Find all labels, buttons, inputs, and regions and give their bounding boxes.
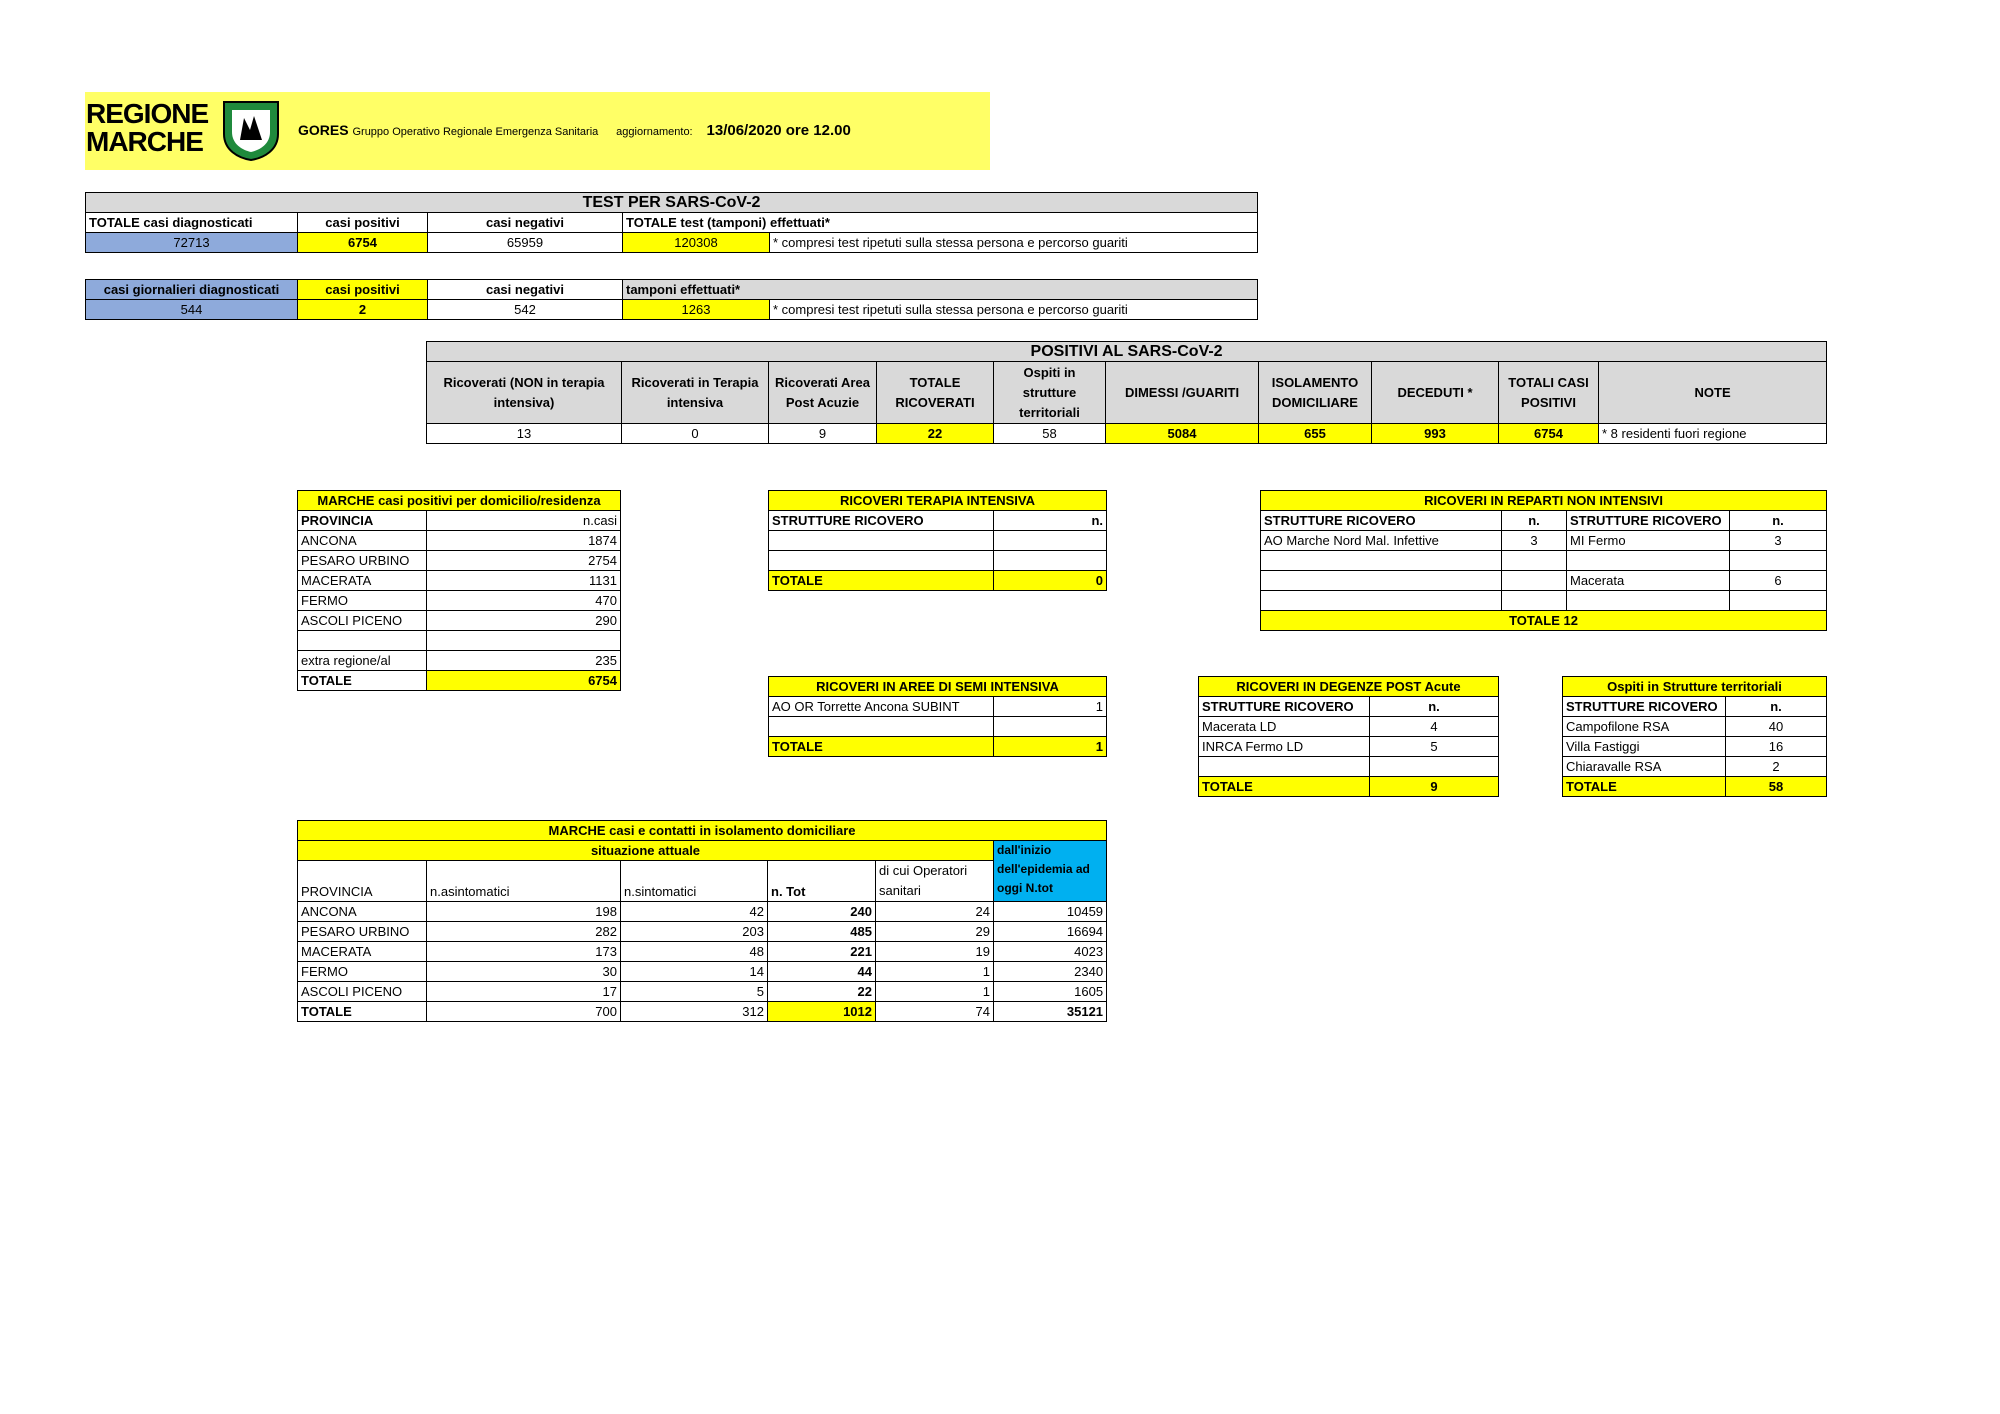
territoriali-col-n: n. — [1726, 697, 1827, 717]
isolamento-sint: 42 — [621, 902, 768, 922]
positivi-h-deceduti: DECEDUTI * — [1372, 362, 1499, 424]
territoriali-n: 2 — [1726, 757, 1827, 777]
test-note: * compresi test ripetuti sulla stessa persona e percorso guariti — [770, 233, 1258, 253]
provincia-value: 2754 — [427, 551, 621, 571]
domicilio-col-ncasi: n.casi — [427, 511, 621, 531]
table-row — [298, 531, 621, 551]
empty-cell — [1261, 591, 1502, 611]
isolamento-tot: 22 — [768, 982, 876, 1002]
positivi-v-totali: 6754 — [1499, 424, 1599, 444]
test-col-total: TOTALE casi diagnosticati — [86, 213, 298, 233]
provincia-value: 1874 — [427, 531, 621, 551]
table-row — [298, 942, 1107, 962]
empty-cell — [1199, 757, 1370, 777]
empty-cell — [1567, 551, 1730, 571]
domicilio-title: MARCHE casi positivi per domicilio/residenza — [298, 491, 621, 511]
positivi-v-ospiti: 58 — [994, 424, 1106, 444]
positivi-h-ricoverati: Ricoverati (NON in terapia intensiva) — [427, 362, 622, 424]
positivi-h-post-acuzie: Ricoverati Area Post Acuzie — [769, 362, 877, 424]
empty-cell — [994, 717, 1107, 737]
non-intensivi-title: RICOVERI IN REPARTI NON INTENSIVI — [1261, 491, 1827, 511]
post-acute-struttura: Macerata LD — [1199, 717, 1370, 737]
table-row — [298, 982, 1107, 1002]
non-intensivi-col-strutture-2: STRUTTURE RICOVERO — [1567, 511, 1730, 531]
table-row — [298, 591, 621, 611]
daily-col-total: casi giornalieri diagnosticati — [86, 280, 298, 300]
isolamento-since: 10459 — [994, 902, 1107, 922]
positivi-v-ti: 0 — [622, 424, 769, 444]
isolamento-since: 1605 — [994, 982, 1107, 1002]
table-row — [298, 571, 621, 591]
positivi-h-note: NOTE — [1599, 362, 1827, 424]
isolamento-total-asint: 700 — [427, 1002, 621, 1022]
empty-cell — [1261, 551, 1502, 571]
empty-cell — [1567, 591, 1730, 611]
daily-note: * compresi test ripetuti sulla stessa persona e percorso guariti — [770, 300, 1258, 320]
terapia-total-label: TOTALE — [769, 571, 994, 591]
isolamento-oper: 19 — [876, 942, 994, 962]
logo-line-1: REGIONE — [86, 98, 209, 129]
post-acute-total-value: 9 — [1370, 777, 1499, 797]
isolamento-tot: 221 — [768, 942, 876, 962]
empty-cell — [1502, 551, 1567, 571]
positivi-v-deceduti: 993 — [1372, 424, 1499, 444]
post-acute-col-n: n. — [1370, 697, 1499, 717]
territoriali-table — [1562, 676, 1827, 797]
positivi-title: POSITIVI AL SARS-CoV-2 — [427, 342, 1827, 362]
table-row-total — [298, 1002, 1107, 1022]
isolamento-provincia: ASCOLI PICENO — [298, 982, 427, 1002]
test-col-negativi: casi negativi — [428, 213, 623, 233]
positivi-table — [426, 341, 1827, 444]
non-intensivi-n: 3 — [1502, 531, 1567, 551]
semi-title: RICOVERI IN AREE DI SEMI INTENSIVA — [769, 677, 1107, 697]
test-total-value: 72713 — [86, 233, 298, 253]
territoriali-n: 40 — [1726, 717, 1827, 737]
table-row — [298, 611, 621, 631]
post-acute-col-strutture: STRUTTURE RICOVERO — [1199, 697, 1370, 717]
isolamento-oper: 1 — [876, 982, 994, 1002]
isolamento-asint: 173 — [427, 942, 621, 962]
isolamento-oper: 1 — [876, 962, 994, 982]
isolamento-since: 4023 — [994, 942, 1107, 962]
table-row — [298, 551, 621, 571]
non-intensivi-col-n-1: n. — [1502, 511, 1567, 531]
isolamento-sint: 48 — [621, 942, 768, 962]
isolamento-asint: 198 — [427, 902, 621, 922]
table-row — [298, 631, 621, 651]
post-acute-n: 5 — [1370, 737, 1499, 757]
empty-cell — [1730, 551, 1827, 571]
daily-col-negativi: casi negativi — [428, 280, 623, 300]
table-row — [298, 651, 621, 671]
table-row — [1199, 717, 1499, 737]
semi-struttura: AO OR Torrette Ancona SUBINT — [769, 697, 994, 717]
isolamento-col-ntot: n. Tot — [768, 861, 876, 902]
provincia-value — [427, 631, 621, 651]
domicilio-total-label: TOTALE — [298, 671, 427, 691]
positivi-note: * 8 residenti fuori regione — [1599, 424, 1827, 444]
test-positivi-value: 6754 — [298, 233, 428, 253]
non-intensivi-col-n-2: n. — [1730, 511, 1827, 531]
territoriali-n: 16 — [1726, 737, 1827, 757]
isolamento-col-sintomatici: n.sintomatici — [621, 861, 768, 902]
positivi-v-post-acuzie: 9 — [769, 424, 877, 444]
test-title: TEST PER SARS-CoV-2 — [86, 193, 1258, 213]
isolamento-col-provincia: PROVINCIA — [298, 861, 427, 902]
table-row — [298, 922, 1107, 942]
empty-cell — [769, 531, 994, 551]
empty-cell — [994, 531, 1107, 551]
isolamento-asint: 282 — [427, 922, 621, 942]
positivi-v-ricoverati: 13 — [427, 424, 622, 444]
isolamento-total-sint: 312 — [621, 1002, 768, 1022]
isolamento-oper: 24 — [876, 902, 994, 922]
isolamento-tot: 240 — [768, 902, 876, 922]
provincia-name: extra regione/al — [298, 651, 427, 671]
isolamento-subtitle: situazione attuale — [298, 841, 994, 861]
logo-line-2: MARCHE — [86, 126, 203, 157]
positivi-h-totale-ricoverati: TOTALE RICOVERATI — [877, 362, 994, 424]
table-row — [1563, 757, 1827, 777]
isolamento-provincia: PESARO URBINO — [298, 922, 427, 942]
territoriali-struttura: Villa Fastiggi — [1563, 737, 1726, 757]
provincia-value: 470 — [427, 591, 621, 611]
empty-cell — [769, 717, 994, 737]
gores-line — [298, 122, 851, 139]
non-intensivi-col-strutture-1: STRUTTURE RICOVERO — [1261, 511, 1502, 531]
isolamento-total-label: TOTALE — [298, 1002, 427, 1022]
test-negativi-value: 65959 — [428, 233, 623, 253]
non-intensivi-total: TOTALE 12 — [1261, 611, 1827, 631]
isolamento-asint: 30 — [427, 962, 621, 982]
daily-col-positivi: casi positivi — [298, 280, 428, 300]
table-row — [1563, 717, 1827, 737]
semi-n: 1 — [994, 697, 1107, 717]
isolamento-since: 16694 — [994, 922, 1107, 942]
isolamento-col-asintomatici: n.asintomatici — [427, 861, 621, 902]
isolamento-provincia: MACERATA — [298, 942, 427, 962]
test-col-positivi: casi positivi — [298, 213, 428, 233]
daily-col-tamponi: tamponi effettuati* — [623, 280, 1258, 300]
provincia-name: PESARO URBINO — [298, 551, 427, 571]
territoriali-struttura: Campofilone RSA — [1563, 717, 1726, 737]
territoriali-title: Ospiti in Strutture territoriali — [1563, 677, 1827, 697]
post-acute-n: 4 — [1370, 717, 1499, 737]
daily-total-value: 544 — [86, 300, 298, 320]
positivi-h-dimessi: DIMESSI /GUARITI — [1106, 362, 1259, 424]
update-date: 13/06/2020 ore 12.00 — [706, 122, 851, 139]
isolamento-total-oper: 74 — [876, 1002, 994, 1022]
daily-negativi-value: 542 — [428, 300, 623, 320]
positivi-v-dimessi: 5084 — [1106, 424, 1259, 444]
semi-total-label: TOTALE — [769, 737, 994, 757]
positivi-v-totale-ricoverati: 22 — [877, 424, 994, 444]
shield-icon — [222, 100, 280, 162]
domicilio-table — [297, 490, 621, 691]
isolamento-total-tot: 1012 — [768, 1002, 876, 1022]
isolamento-oper: 29 — [876, 922, 994, 942]
org-full: Gruppo Operativo Regionale Emergenza Sanitaria — [352, 126, 599, 138]
positivi-v-isolamento: 655 — [1259, 424, 1372, 444]
daily-table — [85, 279, 1258, 320]
positivi-h-ti: Ricoverati in Terapia intensiva — [622, 362, 769, 424]
provincia-name: ASCOLI PICENO — [298, 611, 427, 631]
semi-total-value: 1 — [994, 737, 1107, 757]
table-row — [1199, 737, 1499, 757]
isolamento-col-operatori: di cui Operatori sanitari — [876, 861, 994, 902]
non-intensivi-struttura: AO Marche Nord Mal. Infettive — [1261, 531, 1502, 551]
empty-cell — [994, 551, 1107, 571]
non-intensivi-table — [1260, 490, 1827, 631]
daily-tamponi-value: 1263 — [623, 300, 770, 320]
post-acute-total-label: TOTALE — [1199, 777, 1370, 797]
isolamento-since: 2340 — [994, 962, 1107, 982]
post-acute-struttura: INRCA Fermo LD — [1199, 737, 1370, 757]
daily-positivi-value: 2 — [298, 300, 428, 320]
empty-cell — [1502, 591, 1567, 611]
territoriali-total-value: 58 — [1726, 777, 1827, 797]
test-table — [85, 192, 1258, 253]
terapia-intensiva-table — [768, 490, 1107, 591]
empty-cell — [1730, 591, 1827, 611]
isolamento-tot: 485 — [768, 922, 876, 942]
domicilio-col-provincia: PROVINCIA — [298, 511, 427, 531]
provincia-name: ANCONA — [298, 531, 427, 551]
isolamento-tot: 44 — [768, 962, 876, 982]
empty-cell — [1261, 571, 1502, 591]
non-intensivi-struttura: MI Fermo — [1567, 531, 1730, 551]
empty-cell — [1370, 757, 1499, 777]
regione-marche-logo — [86, 100, 208, 156]
isolamento-provincia: ANCONA — [298, 902, 427, 922]
territoriali-total-label: TOTALE — [1563, 777, 1726, 797]
non-intensivi-n: 6 — [1730, 571, 1827, 591]
provincia-value: 290 — [427, 611, 621, 631]
isolamento-provincia: FERMO — [298, 962, 427, 982]
org-short: GORES — [298, 122, 349, 138]
post-acute-table — [1198, 676, 1499, 797]
empty-cell — [1502, 571, 1567, 591]
territoriali-struttura: Chiaravalle RSA — [1563, 757, 1726, 777]
post-acute-title: RICOVERI IN DEGENZE POST Acute — [1199, 677, 1499, 697]
isolamento-sint: 5 — [621, 982, 768, 1002]
provincia-value: 235 — [427, 651, 621, 671]
provincia-name — [298, 631, 427, 651]
territoriali-col-strutture: STRUTTURE RICOVERO — [1563, 697, 1726, 717]
provincia-name: FERMO — [298, 591, 427, 611]
provincia-name: MACERATA — [298, 571, 427, 591]
provincia-value: 1131 — [427, 571, 621, 591]
table-row — [1563, 737, 1827, 757]
table-row — [298, 902, 1107, 922]
positivi-h-ospiti: Ospiti in strutture territoriali — [994, 362, 1106, 424]
isolamento-asint: 17 — [427, 982, 621, 1002]
isolamento-table — [297, 820, 1107, 1022]
test-col-tamponi: TOTALE test (tamponi) effettuati* — [623, 213, 1258, 233]
terapia-col-n: n. — [994, 511, 1107, 531]
terapia-total-value: 0 — [994, 571, 1107, 591]
non-intensivi-struttura: Macerata — [1567, 571, 1730, 591]
isolamento-total-since: 35121 — [994, 1002, 1107, 1022]
non-intensivi-n: 3 — [1730, 531, 1827, 551]
terapia-col-strutture: STRUTTURE RICOVERO — [769, 511, 994, 531]
positivi-h-isolamento: ISOLAMENTO DOMICILIARE — [1259, 362, 1372, 424]
isolamento-since-header: dall'inizio dell'epidemia ad oggi N.tot — [994, 841, 1107, 902]
table-row — [298, 962, 1107, 982]
update-label: aggiornamento: — [616, 126, 693, 138]
test-tamponi-value: 120308 — [623, 233, 770, 253]
positivi-h-totali: TOTALI CASI POSITIVI — [1499, 362, 1599, 424]
semi-intensiva-table — [768, 676, 1107, 757]
terapia-title: RICOVERI TERAPIA INTENSIVA — [769, 491, 1107, 511]
isolamento-title: MARCHE casi e contatti in isolamento domiciliare — [298, 821, 1107, 841]
isolamento-sint: 14 — [621, 962, 768, 982]
isolamento-sint: 203 — [621, 922, 768, 942]
empty-cell — [769, 551, 994, 571]
domicilio-total-value: 6754 — [427, 671, 621, 691]
